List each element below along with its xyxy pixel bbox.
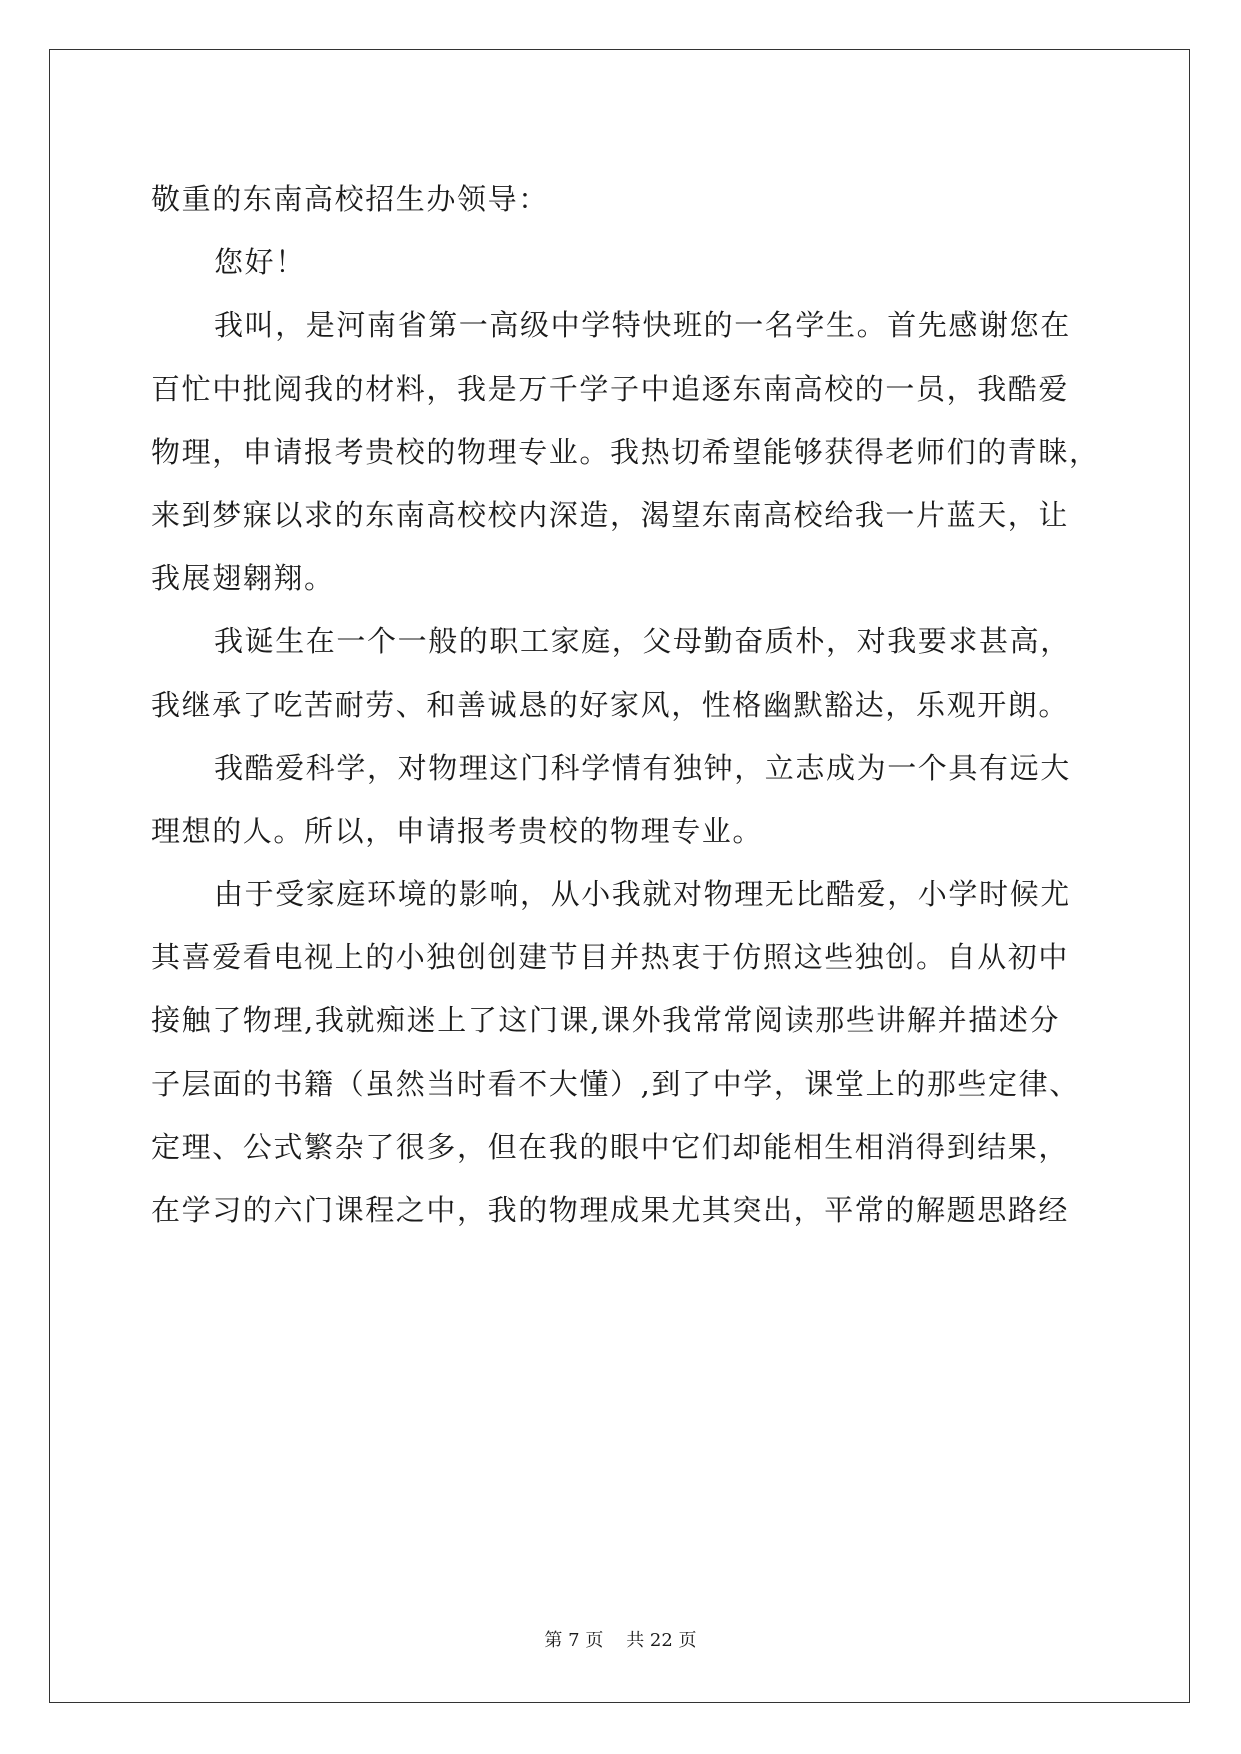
- text-line: 敬重的东南高校招生办领导：: [151, 182, 549, 216]
- text-line: 我叫，是河南省第一高级中学特快班的一名学生。首先感谢您在: [214, 308, 1071, 343]
- text-line: 我酷爱科学，对物理这门科学情有独钟，立志成为一个具有远大: [214, 750, 1071, 785]
- document-body: [151, 168, 1100, 1242]
- page-number-footer: 第 7 页 共 22 页: [544, 1630, 697, 1651]
- text-line: 在学习的六门课程之中，我的物理成果尤其突出，平常的解题思路经: [151, 1193, 1070, 1227]
- text-line: 其喜爱看电视上的小独创创建节目并热衷于仿照这些独创。自从初中: [151, 940, 1070, 975]
- text-line: 理想的人。所以，申请报考贵校的物理专业。: [151, 813, 764, 848]
- text-line: 来到梦寐以求的东南高校校内深造，渴望东南高校给我一片蓝天，让: [151, 497, 1070, 532]
- text-line: 接触了物理,我就痴迷上了这门课,课外我常常阅读那些讲解并描述分: [151, 1003, 1061, 1038]
- text-line: 您好！: [214, 245, 306, 280]
- text-line: 我继承了吃苦耐劳、和善诚恳的好家风，性格幽默豁达，乐观开朗。: [151, 687, 1070, 722]
- text-line: 物理，申请报考贵校的物理专业。我热切希望能够获得老师们的青睐，: [151, 434, 1100, 469]
- text-line: 我诞生在一个一般的职工家庭，父母勤奋质朴，对我要求甚高，: [214, 624, 1071, 659]
- text-line: 定理、公式繁杂了很多，但在我的眼中它们却能相生相消得到结果，: [151, 1129, 1070, 1164]
- text-line: 由于受家庭环境的影响，从小我就对物理无比酷爱，小学时候尤: [214, 877, 1071, 912]
- text-line: 百忙中批阅我的材料，我是万千学子中追逐东南高校的一员，我酷爱: [151, 371, 1070, 406]
- text-line: 我展翅翱翔。: [151, 561, 335, 596]
- text-line: 子层面的书籍（虽然当时看不大懂）,到了中学，课堂上的那些定律、: [151, 1066, 1080, 1101]
